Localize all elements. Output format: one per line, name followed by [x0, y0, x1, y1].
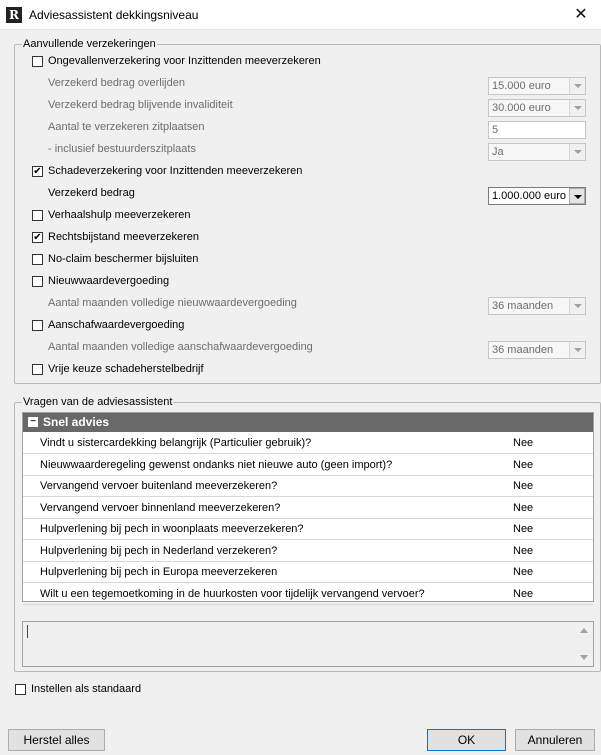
- overlijden-label: Verzekerd bedrag overlijden: [48, 77, 185, 89]
- ongevallen-label: Ongevallenverzekering voor Inzittenden meeverzekeren: [48, 55, 321, 67]
- verhaalshulp-checkbox[interactable]: [32, 210, 43, 221]
- table-row[interactable]: [23, 562, 593, 583]
- collapse-icon[interactable]: −: [28, 417, 38, 427]
- schade-checkbox[interactable]: ✔: [33, 166, 42, 177]
- chevron-down-icon: [569, 188, 585, 204]
- nieuwwaarde-maanden-select[interactable]: [488, 297, 586, 315]
- question-cell: Wilt u een tegemoetkoming in de huurkosten voor tijdelijk vervangend vervoer?: [40, 587, 425, 600]
- nieuwwaarde-checkbox[interactable]: [32, 276, 43, 287]
- schade-bedrag-label: Verzekerd bedrag: [48, 187, 135, 199]
- invaliditeit-value: 30.000 euro: [492, 102, 551, 114]
- question-cell: Hulpverlening bij pech in woonplaats meeverzekeren?: [40, 523, 304, 535]
- scroll-down-icon[interactable]: [580, 655, 588, 660]
- ongevallen-checkbox[interactable]: [32, 56, 43, 67]
- schade-bedrag-value: 1.000.000 euro: [492, 190, 567, 202]
- window-title: Adviesassistent dekkingsniveau: [29, 8, 199, 22]
- answer-cell[interactable]: Nee: [513, 480, 534, 492]
- invaliditeit-select[interactable]: [488, 99, 586, 117]
- table-row[interactable]: [23, 498, 593, 519]
- answer-cell[interactable]: Nee: [513, 523, 534, 535]
- text-caret: [27, 625, 28, 638]
- question-cell: Vindt u sistercardekking belangrijk (Particulier gebruik)?: [40, 437, 312, 449]
- title-bar: [0, 0, 601, 30]
- table-row[interactable]: [23, 476, 593, 497]
- chevron-down-icon: [569, 342, 585, 358]
- rechtsbijstand-label: Rechtsbijstand meeverzekeren: [48, 231, 200, 243]
- answer-cell[interactable]: Nee: [513, 437, 534, 449]
- ok-button[interactable]: OK: [427, 729, 506, 751]
- rechtsbijstand-checkbox[interactable]: ✔: [33, 232, 42, 243]
- reset-button[interactable]: Herstel alles: [8, 729, 105, 751]
- scroll-up-icon[interactable]: [580, 628, 588, 633]
- aanschaf-label: Aanschafwaardevergoeding: [48, 319, 185, 331]
- aanschaf-maanden-label: Aantal maanden volledige aanschafwaardevergoeding: [48, 341, 313, 353]
- table-row[interactable]: [23, 455, 593, 476]
- answer-cell[interactable]: Nee: [513, 458, 534, 471]
- advice-grid: [22, 412, 594, 602]
- answer-cell[interactable]: Nee: [513, 587, 534, 600]
- table-row[interactable]: [23, 541, 593, 562]
- questions-group-legend: Vragen van de adviesassistent: [23, 396, 173, 408]
- question-cell: Vervangend vervoer buitenland meeverzekeren?: [40, 480, 278, 492]
- aanschaf-checkbox[interactable]: [32, 320, 43, 331]
- question-cell: Nieuwwaarderegeling gewenst ondanks niet nieuwe auto (geen import)?: [40, 458, 393, 471]
- chevron-down-icon: [569, 144, 585, 160]
- table-row[interactable]: [23, 433, 593, 454]
- overlijden-value: 15.000 euro: [492, 80, 551, 92]
- standaard-checkbox[interactable]: [15, 684, 26, 695]
- table-row[interactable]: [23, 519, 593, 540]
- question-cell: Hulpverlening bij pech in Europa meeverzekeren: [40, 566, 278, 578]
- vrije-keuze-checkbox[interactable]: [32, 364, 43, 375]
- bestuurder-label: - inclusief bestuurderszitplaats: [48, 143, 196, 155]
- nieuwwaarde-maanden-value: 36 maanden: [492, 300, 554, 312]
- aanschaf-maanden-value: 36 maanden: [492, 344, 554, 356]
- answer-cell[interactable]: Nee: [513, 566, 534, 578]
- app-logo-icon: R: [6, 7, 22, 23]
- invaliditeit-label: Verzekerd bedrag blijvende invaliditeit: [48, 99, 233, 111]
- nieuwwaarde-label: Nieuwwaardevergoeding: [48, 275, 170, 287]
- question-cell: Hulpverlening bij pech in Nederland verzekeren?: [40, 544, 278, 557]
- zitplaatsen-label: Aantal te verzekeren zitplaatsen: [48, 121, 205, 133]
- schade-label: Schadeverzekering voor Inzittenden meeverzekeren: [48, 165, 303, 177]
- bestuurder-value: Ja: [492, 146, 504, 158]
- chevron-down-icon: [569, 100, 585, 116]
- standaard-label: Instellen als standaard: [31, 683, 142, 695]
- cancel-button[interactable]: Annuleren: [515, 729, 595, 751]
- verhaalshulp-label: Verhaalshulp meeverzekeren: [48, 209, 191, 221]
- coverage-group-legend: Aanvullende verzekeringen: [23, 38, 156, 50]
- aanschaf-maanden-select[interactable]: [488, 341, 586, 359]
- close-icon[interactable]: ✕: [574, 6, 588, 23]
- advice-memo[interactable]: [22, 621, 594, 667]
- answer-cell[interactable]: Nee: [513, 544, 534, 557]
- memo-scrollbar[interactable]: [576, 622, 593, 666]
- zitplaatsen-input[interactable]: 5: [488, 121, 586, 139]
- noclaim-checkbox[interactable]: [32, 254, 43, 265]
- grid-header-label: Snel advies: [43, 415, 110, 429]
- question-cell: Vervangend vervoer binnenland meeverzekeren?: [40, 501, 281, 514]
- overlijden-select[interactable]: [488, 77, 586, 95]
- vrije-keuze-label: Vrije keuze schadeherstelbedrijf: [48, 363, 204, 375]
- bestuurder-select[interactable]: [488, 143, 586, 161]
- nieuwwaarde-maanden-label: Aantal maanden volledige nieuwwaardevergoeding: [48, 297, 297, 309]
- table-row[interactable]: [23, 584, 593, 605]
- chevron-down-icon: [569, 298, 585, 314]
- noclaim-label: No-claim beschermer bijsluiten: [48, 253, 199, 265]
- chevron-down-icon: [569, 78, 585, 94]
- answer-cell[interactable]: Nee: [513, 501, 534, 514]
- schade-bedrag-select[interactable]: [488, 187, 586, 205]
- grid-header[interactable]: [23, 413, 593, 432]
